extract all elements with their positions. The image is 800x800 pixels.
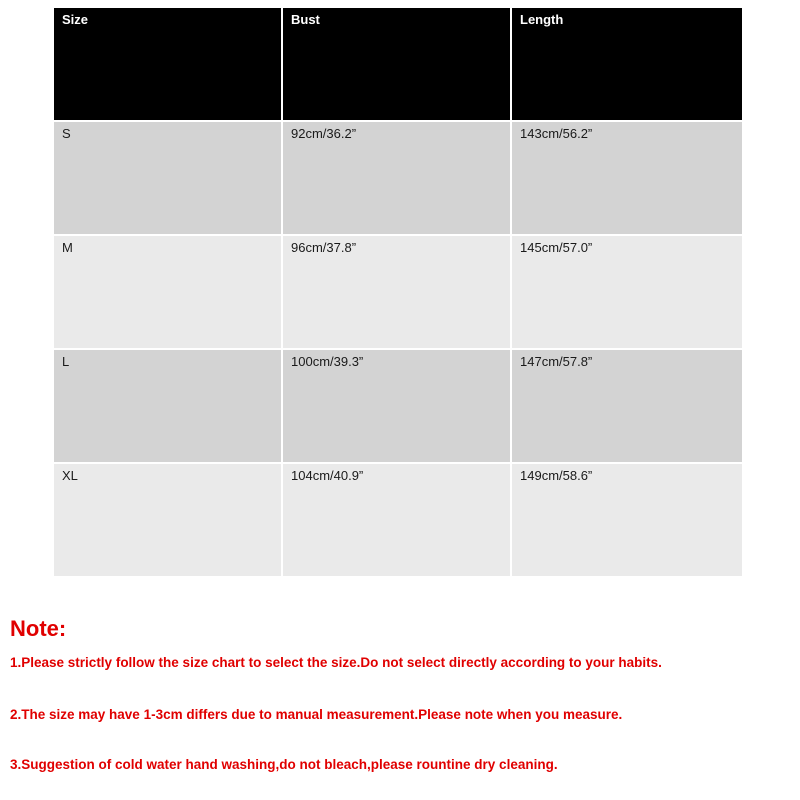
table-header-row bbox=[54, 8, 742, 121]
table-row bbox=[54, 235, 742, 349]
cell-size: M bbox=[54, 235, 282, 349]
cell-length: 143cm/56.2” bbox=[511, 121, 742, 235]
table-row bbox=[54, 463, 742, 576]
size-chart-table bbox=[54, 8, 742, 576]
cell-size: XL bbox=[54, 463, 282, 576]
header-length: Length bbox=[511, 8, 742, 121]
table-row bbox=[54, 121, 742, 235]
cell-bust: 100cm/39.3” bbox=[282, 349, 511, 463]
cell-bust: 96cm/37.8” bbox=[282, 235, 511, 349]
header-bust: Bust bbox=[282, 8, 511, 121]
cell-size: S bbox=[54, 121, 282, 235]
cell-length: 149cm/58.6” bbox=[511, 463, 742, 576]
table-row bbox=[54, 349, 742, 463]
cell-length: 145cm/57.0” bbox=[511, 235, 742, 349]
note-item: 2.The size may have 1-3cm differs due to manual measurement.Please note when you measure. bbox=[10, 707, 623, 722]
cell-bust: 92cm/36.2” bbox=[282, 121, 511, 235]
cell-size: L bbox=[54, 349, 282, 463]
note-item: 3.Suggestion of cold water hand washing,do not bleach,please rountine dry cleaning. bbox=[10, 757, 558, 772]
cell-length: 147cm/57.8” bbox=[511, 349, 742, 463]
note-item: 1.Please strictly follow the size chart to select the size.Do not select directly according to your habits. bbox=[10, 655, 662, 670]
header-size: Size bbox=[54, 8, 282, 121]
cell-bust: 104cm/40.9” bbox=[282, 463, 511, 576]
note-title: Note: bbox=[10, 616, 67, 641]
